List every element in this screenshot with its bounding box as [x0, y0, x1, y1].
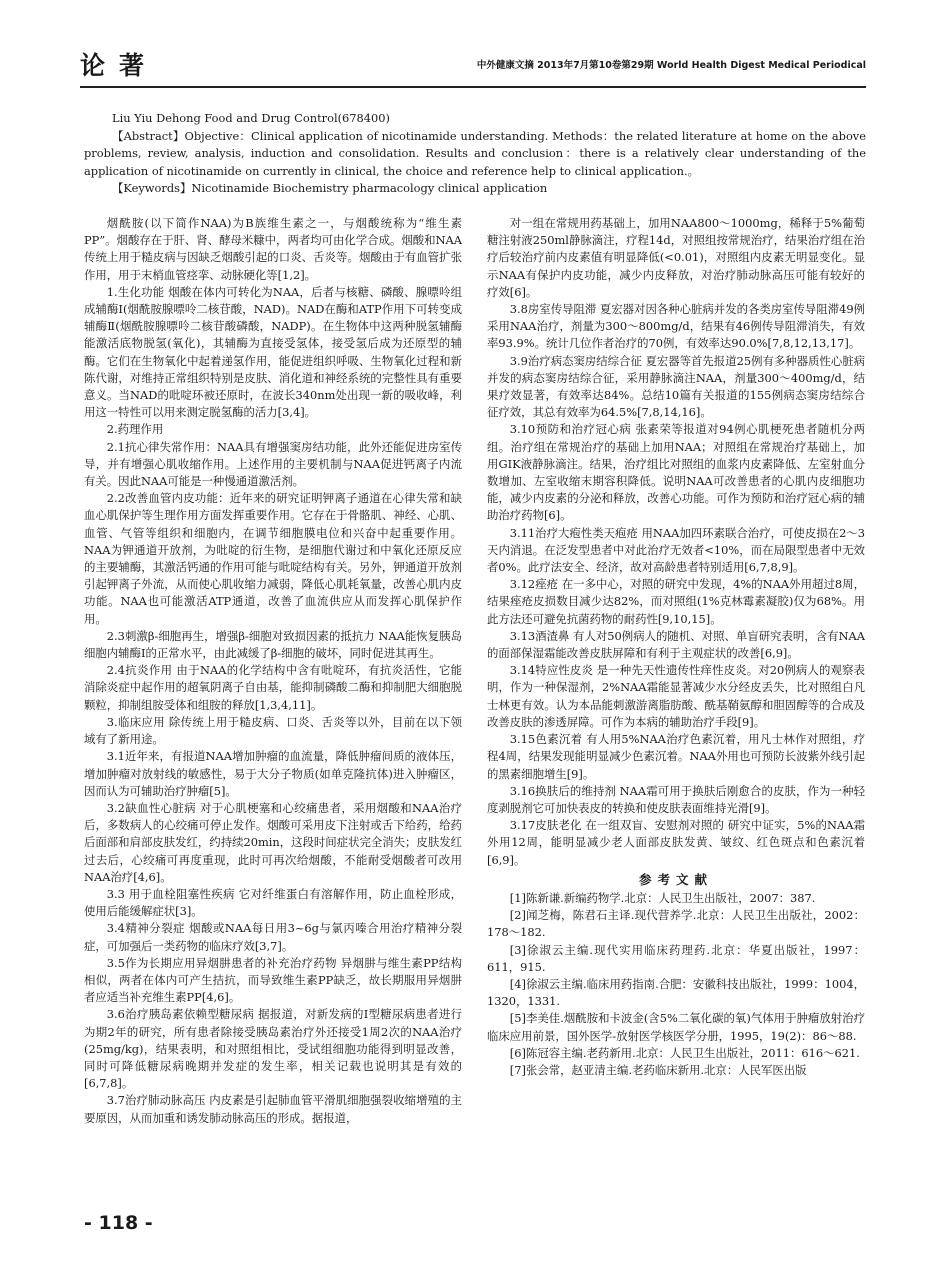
- section-heading: 2.药理作用: [106, 422, 164, 437]
- paragraph: 3.4精神分裂症 烟酸或NAA每日用3~6g与氯丙嗪合用治疗精神分裂症，可加强后一类药物的临床疗效[3,7]。: [84, 921, 462, 953]
- paragraph: 3.3 用于血栓阻塞性疾病 它对纤维蛋白有溶解作用，防止血栓形成，使用后能缓解症状[3]。: [84, 886, 462, 919]
- english-abstract: [84, 110, 866, 198]
- paragraph: 3.15色素沉着 有人用5%NAA治疗色素沉着，用凡士林作对照组，疗程4周，结果发现能明显减少色素沉着。NAA外用也可预防长波紫外线引起的黑素细胞增生[9]。: [487, 732, 865, 781]
- journal-info: 中外健康文摘 2013年7月第10卷第29期 World Health Digest Medical Periodical: [476, 60, 866, 71]
- paragraph: 3.5作为长期应用异烟肼患者的补充治疗药物 异烟肼与维生素PP结构相似，两者在体内可产生拮抗，而导致维生素PP缺乏，故长期服用异烟肼者应适当补充维生素PP[4,6]。: [84, 955, 462, 1005]
- paragraph: 3.1近年来，有报道NAA增加肿瘤的血流量，降低肿瘤间质的液体压，增加肿瘤对放射线的敏感性，易于大分子物质(如单克隆抗体)进入肿瘤区，因而认为可辅助治疗肿瘤[5]。: [84, 749, 462, 798]
- paragraph: 3.2缺血性心脏病 对于心肌梗塞和心绞痛患者，采用烟酸和NAA治疗后，多数病人的心绞痛可停止发作。烟酸可采用皮下注射或舌下给药，给药后面部和肩部皮肤发红，约持续20min，这段时间症状完全消失；皮肤发红过去后，心绞痛可再度重现，此时可再次给烟酸，不能耐受烟酸者可改用NAA治疗[4,6]。: [84, 800, 462, 884]
- reference-item: [7]张会常，赵亚清主编.老药临床新用.北京：人民军医出版: [509, 1062, 807, 1077]
- reference-item: [1]陈新谦.新编药物学.北京：人民卫生出版社，2007：387.: [509, 890, 816, 905]
- paragraph: 3.9治疗病态窦房结综合征 夏宏器等首先报道25例有多种器质性心脏病并发的病态窦房结综合征，采用静脉滴注NAA，剂量300～400mg/d，结果疗效显著，有效率达84%。总结10篇有关报道的155例病态窦房结综合征疗效，其总有效率为64.5%[7,8,14,16]。: [487, 353, 865, 420]
- paragraph: 2.3刺激β-细胞再生，增强β-细胞对致损因素的抵抗力 NAA能恢复胰岛细胞内辅酶Ⅰ的正常水平，由此减缓了β-细胞的破坏，同时促进其再生。: [84, 628, 462, 661]
- right-column: [487, 215, 865, 1079]
- paragraph: 2.1抗心律失常作用：NAA具有增强窦房结功能，此外还能促进房室传导，并有增强心肌收缩作用。上述作用的主要机制与NAA促进钙离子内流有关。因此NAA可能是一种慢通道激活剂。: [84, 439, 462, 489]
- paragraph: 3.16换肤后的维持剂 NAA霜可用于换肤后刚愈合的皮肤，作为一种轻度剥脱剂它可加快表皮的转换和使皮肤表面维持光滑[9]。: [487, 783, 865, 815]
- page-header: [80, 46, 866, 88]
- paragraph: 2.4抗炎作用 由于NAA的化学结构中含有吡啶环，有抗炎活性，它能消除炎症中起作用的超氧阴离子自由基，能抑制磷酸二酶和抑制肥大细胞脱颗粒，抑制组胺受体和组胺的释放[1,3,4,11]。: [84, 663, 462, 712]
- author-line: Liu Yiu Dehong Food and Drug Control(678400): [112, 111, 390, 125]
- paragraph: 烟酰胺(以下简作NAA)为B族维生素之一，与烟酸统称为“维生素PP”。烟酸存在于肝、肾、酵母米糠中，两者均可由化学合成。烟酸和NAA传统上用于糙皮病与因缺乏烟酸引起的口炎、舌炎等。烟酸由于有血管扩张作用，用于末梢血管痉挛、动脉硬化等[1,2]。: [84, 216, 462, 282]
- paragraph: 对一组在常规用药基础上，加用NAA800～1000mg，稀释于5%葡萄糖注射液250ml静脉滴注，疗程14d，对照组按常规治疗，结果治疗组在治疗后较治疗前内皮素值有明显降低(<0.01)，对照组内皮素无明显变化。显示NAA有保护内皮功能，减少内皮释放，对治疗肺动脉高压可能有较好的疗效[6]。: [487, 216, 865, 299]
- reference-item: [3]徐淑云主编.现代实用临床药理药.北京：华夏出版社，1997：611，915.: [487, 942, 865, 974]
- paragraph: 3.12痤疮 在一多中心，对照的研究中发现，4%的NAA外用超过8周，结果痤疮皮损数目减少达82%，而对照组(1%克林霉素凝胶)仅为68%。用此方法还可避免抗菌药物的耐药性[9,10,15]。: [487, 577, 865, 626]
- abstract-text: 【Abstract】Objective：Clinical application of nicotinamide understanding. Methods：the related literature at home on the above problems, review, analysis, induction and consolidation. Results and conclusion：there is a relatively clear understanding of the application of nicotinamide on currently in clinical, the choice and reference help to clinical application.。: [84, 128, 866, 178]
- keywords-line: 【Keywords】Nicotinamide Biochemistry pharmacology clinical application: [112, 181, 548, 195]
- section-title: 论著: [80, 51, 159, 80]
- paragraph: 3.6治疗胰岛素依赖型糖尿病 据报道，对新发病的Ⅰ型糖尿病患者进行为期2年的研究，所有患者除接受胰岛素治疗外还接受1周2次的NAA治疗(25mg/kg)，结果表明，和对照组相比，受试组细胞功能得到明显改善，同时可降低糖尿病晚期并发症的发生率，相关记载也说明其是有效的[6,7,8]。: [84, 1007, 462, 1091]
- reference-item: [4]徐淑云主编.临床用药指南.合肥：安徽科技出版社，1999：1004，1320，1331.: [487, 976, 865, 1009]
- paragraph: 3.17皮肤老化 在一组双盲、安慰剂对照的 研究中证实，5%的NAA霜外用12周，能明显减少老人面部皮肤发黄、皱纹、红色斑点和色素沉着[6,9]。: [487, 818, 865, 867]
- paragraph: 3.13酒渣鼻 有人对50例病人的随机、对照、单盲研究表明，含有NAA的面部保湿霜能改善皮肤屏障和有利于主观症状的改善[6,9]。: [487, 628, 865, 661]
- page-number: - 118 -: [84, 1212, 153, 1234]
- article-body: [84, 215, 866, 1235]
- paragraph: 3.10预防和治疗冠心病 张素荣等报道对94例心肌梗死患者随机分两组。治疗组在常规治疗的基础上加用NAA；对照组在常规治疗基础上，加用GIK液静脉滴注。结果，治疗组比对照组的血浆内皮素降低、左室射血分数增加、左室收缩末期容积降低。说明NAA可改善患者的心肌内皮细胞功能，减少内皮素的分泌和释放，改善心功能。可作为预防和治疗冠心病的辅助治疗药物[6]。: [487, 422, 865, 523]
- paragraph: 2.2改善血管内皮功能：近年来的研究证明钾离子通道在心律失常和缺血心肌保护等生理作用方面发挥重要作用。它存在于骨骼肌、神经、心肌、血管、气管等组织和细胞内，在调节细胞膜电位和兴奋中起重要作用。NAA为钾通道开放剂，为吡啶的衍生物，是细胞代谢过和中氧化还原反应的主要辅酶，其激活钙通的作用可能与吡啶结构有关。另外，钾通道开放剂引起钾离子外流，从而使心肌收缩力减弱，降低心肌耗氧量，改善心肌内皮功能。NAA也可能激活ATP通道，改善了血流供应从而发挥心肌保护作用。: [84, 491, 462, 626]
- paragraph: 3.14特应性皮炎 是一种先天性遗传性痒性皮炎。对20例病人的观察表明，作为一种保湿剂，2%NAA霜能显著减少水分经皮丢失，比对照组白凡士林更有效。认为本品能刺激游离脂肪酸、酰基鞘氨醇和胆固醇等的合成及改善皮肤的渗透屏障。可作为本病的辅助治疗手段[9]。: [487, 663, 865, 729]
- left-column: [84, 215, 462, 1127]
- paragraph: 3.11治疗大疱性类天疱疮 用NAA加四环素联合治疗，可使皮损在2～3天内消退。在泛发型患者中对此治疗无效者<10%，而在局限型患者中无效者0%。此疗法安全、经济，故对高龄患者特别适用[6,7,8,9]。: [487, 525, 865, 575]
- reference-item: [2]闻芝梅，陈君石主译.现代营养学.北京：人民卫生出版社，2002：178～182.: [487, 908, 865, 940]
- paragraph: 1.生化功能 烟酸在体内可转化为NAA，后者与核糖、磷酸、腺嘌呤组成辅酶Ⅰ(烟酰胺腺嘌呤二核苷酸，NAD)。NAD在酶和ATP作用下可转变成辅酶Ⅱ(烟酰胺腺嘌呤二核苷酸磷酸，NADP)。在生物体中这两种脱氢辅酶能激活底物脱氢(氧化)，其辅酶为直接受氢体，接受氢后成为还原型的辅酶。它们在生物氧化中起着递氢作用，能促进组织呼吸、生物氧化过程和新陈代谢，对维持正常组织特别是皮肤、消化道和神经系统的完整性具有重要意义。当NAD的吡啶环被还原时，在波长340nm处出现一新的吸收峰，利用这一特性可以用来测定脱氢酶的活力[3,4]。: [84, 284, 462, 420]
- reference-item: [5]李美佳.烟酰胺和卡波金(含5%二氧化碳的氧)气体用于肿瘤放射治疗临床应用前景，国外医学-放射医学核医学分册，1995，19(2)：86～88.: [487, 1011, 865, 1043]
- references-heading: 参考文献: [638, 871, 713, 887]
- reference-item: [6]陈冠容主编.老药新用.北京：人民卫生出版社，2011：616～621.: [509, 1045, 860, 1060]
- header-rule: [80, 86, 866, 88]
- paragraph: 3.7治疗肺动脉高压 内皮素是引起肺血管平滑肌细胞强裂收缩增殖的主要原因，从而加重和诱发肺动脉高压的形成。据报道，: [84, 1093, 462, 1125]
- paragraph: 3.8房室传导阻滞 夏宏器对因各种心脏病并发的各类房室传导阻滞49例采用NAA治疗，剂量为300～800mg/d，结果有46例传导阻滞消失，有效率93.9%。统计几位作者治疗的70例，有效率达90.0%[7,8,12,13,17]。: [487, 302, 865, 351]
- section-heading: 3.临床应用 除传统上用于糙皮病、口炎、舌炎等以外，目前在以下领域有了新用途。: [84, 714, 462, 747]
